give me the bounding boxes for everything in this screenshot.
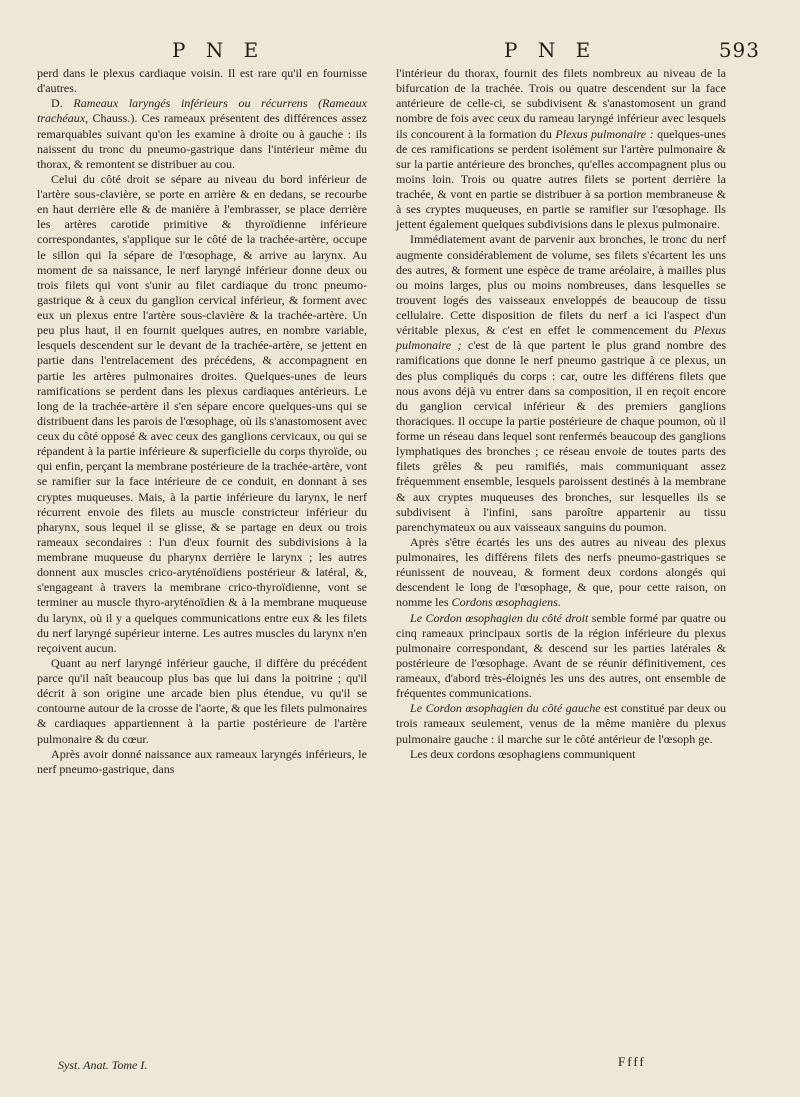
left-column: [37, 66, 367, 777]
term: Plexus pulmonaire ;: [396, 323, 726, 353]
paragraph: Après avoir donné naissance aux rameaux laryngés inférieurs, le nerf pneumo-gastrique, dans: [37, 746, 367, 776]
running-header-left: P N E: [172, 38, 266, 62]
paragraph: Quant au nerf laryngé inférieur gauche, il diffère du précédent parce qu'il naît beaucoup plus bas que lui dans la poitrine ; qu'il décrit à son origine une arcade bien plus étendue, vu qu'il se contourne autour de la crosse de l'aorte, & que les filets pulmonaires & cardiaques appartiennent à la partie postérieure de l'artère pulmonaire & du cœur.: [37, 655, 368, 746]
section-paragraph: [37, 96, 367, 172]
running-header-right: P N E: [504, 38, 598, 62]
paragraph: Les deux cordons œsophagiens communiquent: [410, 746, 636, 761]
section-title: Rameaux laryngés inférieurs ou récurrens (Rameaux trachéaux,: [37, 96, 367, 126]
term: Plexus pulmonaire :: [555, 126, 654, 141]
gathering-signature: Ffff: [618, 1054, 646, 1069]
signature-mark: Syst. Anat. Tome I.: [58, 1058, 148, 1072]
paragraph: Immédiatement avant de parvenir aux bronches, le tronc du nerf augmente considérablement de volume, ses filets s'écartent les uns des autres, & forment une espèce de trame aréolaire, à mailles plus ou moins larges, plus ou moins nombreuses, dans lesquelles se trouvent logés des vaisseaux enveloppés de beaucoup de tissu cellulaire. Cette disposition de filets du nerf a ici l'aspect d'un véritable plexus, & c'est en effet le commencement du Plexus pulmonaire ; c'est de là que partent le plus grand nombre des ramifications que donne le nerf pneumo gastrique à ce plexus, un des plus compliqués du corps : car, outre les différens filets que nous avons déjà vu entrer dans sa composition, il en reçoit encore du ganglion cervical inférieur & des premiers ganglions thoraciques. Il occupe la partie postérieure de chaque poumon, où il forme un réseau dans lequel sont renfermés beaucoup des ganglions lymphatiques des bronches ; ce réseau envoie de toutes parts des filets grêles & peu ramifiés, mais communiquant assez fréquemment ensemble, lesquels paroissent destinés à la membrane & aux cryptes muqueuses des bronches, sur lesquelles ils se subdivisent à l'infini, sans paroître appartenir au tissu parenchymateux ou aux vaisseaux sanguins du poumon.: [396, 232, 727, 534]
page-number: 593: [718, 38, 760, 62]
term: Le Cordon œsophagien du côté gauche: [410, 701, 601, 716]
paragraph: Après s'être écartés les uns des autres au niveau des plexus pulmonaires, les différens filets des nerfs pneumo-gastriques se réunissent de nouveau, & forment deux cordons alongés qui descendent le long de l'œsophage, & que, pour cette raison, on nomme les Cordons œsophagiens.: [396, 534, 726, 610]
right-column: [396, 66, 726, 762]
paragraph: perd dans le plexus cardiaque voisin. Il est rare qu'il en fournisse d'autres.: [37, 66, 367, 96]
section-label: D.: [51, 96, 63, 111]
term: Cordons œsophagiens.: [451, 595, 561, 610]
section-body: Ces rameaux présentent des différences assez remarquables suivant qu'on les examine à droite ou à gauche : ils naissent du tronc du pneumo-gastrique dans l'intérieur même du thorax, & remontent se distribuer au cou.: [37, 111, 367, 171]
paragraph: l'intérieur du thorax, fournit des filets nombreux au niveau de la bifurcation de la trachée. Trois ou quatre descendent sur la face antérieure de celle-ci, se subdivisent & s'anastomosent un grand nombre de fois avec ceux du rameau laryngé inférieur avec lesquels ils concourent à la formation du Plexus pulmonaire : quelques-unes de ces ramifications se perdent isolément sur l'artère pulmonaire & sur la partie antérieure des bronches, qu'elles accompagnent plus ou moins loin. Trois ou quatre autres filets se portent derrière la trachée, & vont en partie se distribuer à sa portion membraneuse & à ses cryptes muqueuses, en partie se ramifier sur l'œsophage. Ils jettent également quelques subdivisions dans le plexus pulmonaire.: [396, 66, 726, 232]
section-author: Chauss.).: [92, 111, 138, 126]
paragraph: Celui du côté droit se sépare au niveau du bord inférieur de l'artère sous-clavière, se porte en arrière & en dedans, se recourbe en haut derrière elle & de manière à l'embrasser, se place derrière les artères carotide primitive & thyroïdienne inférieure correspondantes, s'applique sur le côté de la trachée-artère, occupe le sillon qui la sépare de l'œsophage, & arrive au larynx. Au moment de sa naissance, le nerf laryngé inférieur donne deux ou trois filets qui vont s'unir au filet cardiaque du tronc pneumo-gastrique & à ceux du ganglion cervical inférieur, & forment avec eux un plexus entre l'artère sous-clavière & la trachée-artère. Un peu plus haut, il en fournit quelques autres, en nombre variable, lesquels descendent sur le devant de la trachée-artère, se jettent en partie dans l'entrelacement des précédens, & accompagnent en partie les artères pulmonaires droites. Quelques-unes de leurs ramifications se perdent dans les plexus cardiaques antérieurs. Le long de la trachée-artère il s'en sépare encore quelques-uns qui se distribuent dans les parois de l'œsophage, où ils s'anastomosent avec ceux du côté opposé & avec ceux des ganglions cervicaux, ou qui se répandent à la partie inférieure & superficielle du corps thyroïde, ou qui enfin, perçant la membrane postérieure de la trachée-artère, vont se ramifier sur la face intérieure de ce conduit, en donnant à ses cryptes muqueuses. Mais, à la partie inférieure du larynx, le nerf récurrent envoie des filets au muscle constricteur inférieur du pharynx, sous lequel il se glisse, & se partage en deux ou trois rameaux secondaires : l'un d'eux fournit des subdivisions à la membrane muqueuse du pharynx derrière le larynx ; les autres donnent aux muscles crico-aryténoïdiens postérieur & latéral, &, s'engageant à travers la membrane crico-thyroïdienne, vont se terminer au muscle thyro-aryténoïdien & à la membrane muqueuse du larynx, où il y a quelques communications entre eux & les filets du nerf laryngé supérieur interne. Les autres muscles du larynx n'en reçoivent aucun.: [37, 171, 367, 655]
paragraph: Le Cordon œsophagien du côté droit semble formé par quatre ou cinq rameaux principaux sortis de la région inférieure du plexus pulmonaire correspondant, & descend sur les parties latérales & postérieure de l'œsophage. Avant de se réunir définitivement, ces rameaux, d'abord très-éloignés les uns des autres, ont ensemble de fréquentes communications.: [396, 610, 726, 701]
paragraph: Le Cordon œsophagien du côté gauche est constitué par deux ou trois rameaux seulement, venus de la même manière du plexus pulmonaire gauche : il marche sur le côté antérieur de l'œsoph ge.: [396, 701, 727, 746]
term: Le Cordon œsophagien du côté droit: [410, 610, 589, 625]
